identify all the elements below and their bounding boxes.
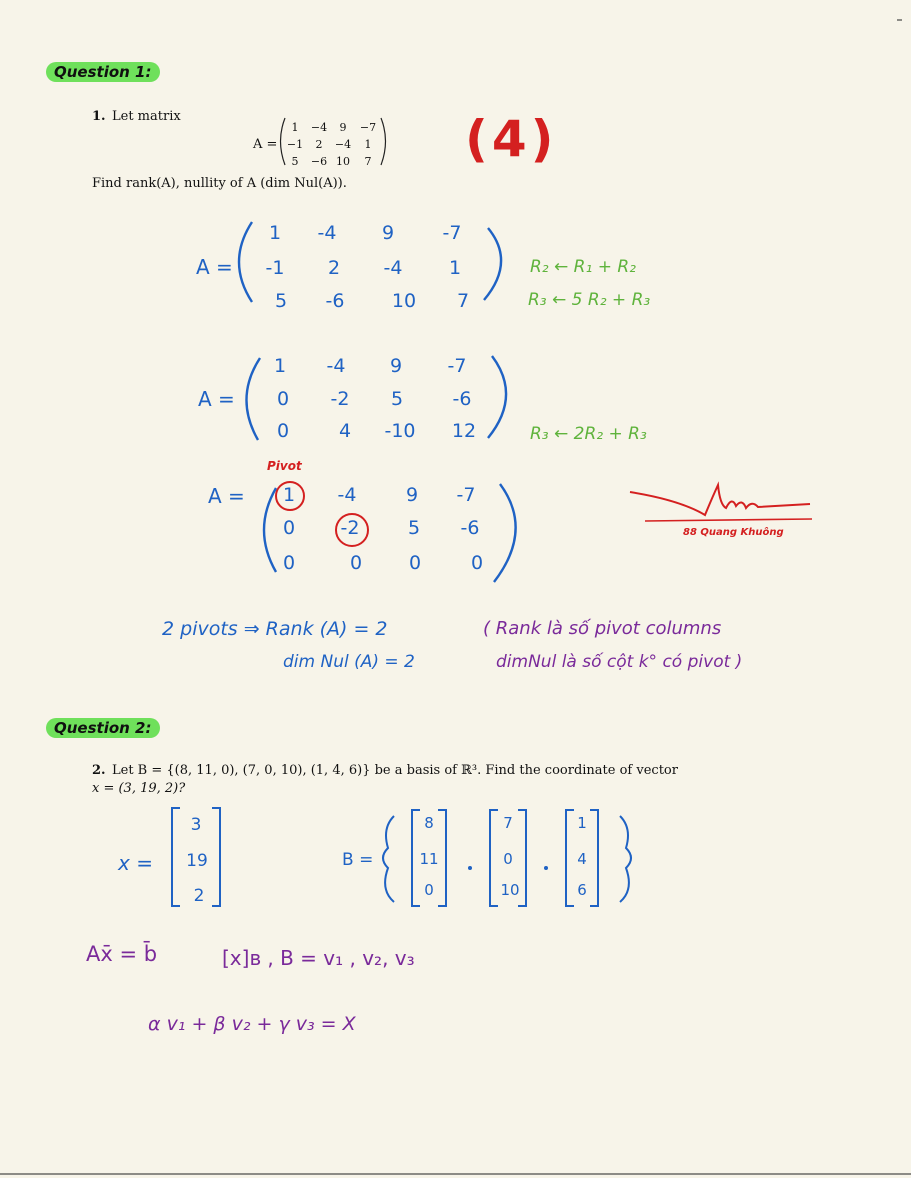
vector-entry: 7 bbox=[503, 814, 513, 832]
matrix-cell: -2 bbox=[340, 517, 360, 539]
matrix-cell: 1 bbox=[273, 355, 287, 377]
matrix-cell: 0 bbox=[276, 388, 290, 410]
printed-paren-left bbox=[281, 118, 286, 165]
x-bracket-right bbox=[212, 808, 220, 906]
matrix-cell: 2 bbox=[315, 138, 323, 151]
equation-coordinate: [x]ʙ , B = v₁ , v₂, v₃ bbox=[222, 946, 415, 970]
q1-prompt: Let matrix bbox=[112, 109, 181, 124]
matrix-cell: −1 bbox=[286, 138, 304, 151]
matrix-cell: 4 bbox=[338, 420, 352, 442]
matrix-cell: −4 bbox=[310, 121, 328, 134]
matrix-cell: -4 bbox=[383, 257, 403, 279]
matrix-cell: -7 bbox=[442, 222, 462, 244]
q1-matrix-label: A = bbox=[253, 137, 278, 152]
b-brace-right bbox=[620, 816, 631, 902]
q2-number: 2. bbox=[92, 763, 106, 778]
pivot-label: Pivot bbox=[267, 459, 302, 473]
matrix-cell: 7 bbox=[364, 155, 372, 168]
matrix-cell: −7 bbox=[359, 121, 377, 134]
matrix-cell: 7 bbox=[456, 290, 470, 312]
separator-dot bbox=[544, 866, 548, 870]
m3-label: A = bbox=[208, 484, 245, 508]
v1-bracket-left bbox=[412, 810, 420, 906]
m2-label: A = bbox=[198, 387, 235, 411]
vector-entry: 1 bbox=[577, 814, 587, 832]
matrix-cell: -10 bbox=[384, 420, 416, 442]
matrix-cell: −6 bbox=[310, 155, 328, 168]
matrix-cell: 10 bbox=[391, 290, 417, 312]
m2-paren-right bbox=[488, 356, 506, 438]
conclusion-nullity: dim Nul (A) = 2 bbox=[283, 652, 415, 672]
v3-bracket-right bbox=[590, 810, 598, 906]
printed-paren-right bbox=[381, 118, 386, 165]
matrix-cell: 9 bbox=[381, 222, 395, 244]
matrix-cell: 1 bbox=[268, 222, 282, 244]
separator-dot bbox=[468, 866, 472, 870]
m1-label: A = bbox=[196, 255, 233, 279]
matrix-cell: 9 bbox=[389, 355, 403, 377]
signature-underline bbox=[645, 519, 812, 521]
vector-entry: 3 bbox=[190, 815, 202, 835]
matrix-cell: 1 bbox=[291, 121, 299, 134]
matrix-cell: 2 bbox=[327, 257, 341, 279]
vector-entry: 19 bbox=[186, 851, 208, 871]
v3-bracket-left bbox=[566, 810, 574, 906]
row-op-3: R₃ ← 2R₂ + R₃ bbox=[530, 424, 647, 444]
matrix-cell: -2 bbox=[330, 388, 350, 410]
matrix-cell: 9 bbox=[405, 484, 419, 506]
b-brace-left bbox=[383, 816, 394, 902]
matrix-cell: -4 bbox=[317, 222, 337, 244]
matrix-cell: -6 bbox=[325, 290, 345, 312]
matrix-cell: -6 bbox=[452, 388, 472, 410]
vector-entry: 0 bbox=[424, 881, 434, 899]
matrix-cell: 1 bbox=[282, 484, 296, 506]
matrix-cell: 5 bbox=[407, 517, 421, 539]
b-label: B = bbox=[342, 850, 374, 870]
m3-paren-left bbox=[264, 488, 276, 572]
m2-paren-left bbox=[246, 358, 260, 440]
score-mark: (4) bbox=[465, 110, 558, 168]
matrix-cell: -4 bbox=[326, 355, 346, 377]
matrix-cell: 12 bbox=[451, 420, 477, 442]
equation-ax-b: Ax̄ = b̄ bbox=[86, 942, 158, 966]
matrix-cell: 0 bbox=[276, 420, 290, 442]
question-2-heading: Question 2: bbox=[46, 718, 160, 738]
vector-entry: 8 bbox=[424, 814, 434, 832]
note-rank: ( Rank là số pivot columns bbox=[483, 618, 722, 639]
pivot-circle-2 bbox=[336, 514, 368, 546]
matrix-cell: 1 bbox=[448, 257, 462, 279]
vector-entry: 6 bbox=[577, 881, 587, 899]
matrix-cell: 5 bbox=[390, 388, 404, 410]
v1-bracket-right bbox=[438, 810, 446, 906]
q2-prompt-line1: Let B = {(8, 11, 0), (7, 0, 10), (1, 4, 6)} be a basis of ℝ³. Find the coordinate of vector bbox=[112, 763, 678, 778]
vector-entry: 4 bbox=[577, 850, 587, 868]
pivot-circle-1 bbox=[276, 482, 304, 510]
q1-task: Find rank(A), nullity of A (dim Nul(A)). bbox=[92, 176, 347, 191]
equation-linear-combination: α v₁ + β v₂ + γ v₃ = X bbox=[148, 1013, 356, 1035]
matrix-cell: 1 bbox=[364, 138, 372, 151]
matrix-cell: 0 bbox=[282, 517, 296, 539]
v2-bracket-right bbox=[518, 810, 526, 906]
matrix-cell: 10 bbox=[336, 155, 350, 168]
question-1-heading: Question 1: bbox=[46, 62, 160, 82]
matrix-cell: 5 bbox=[291, 155, 299, 168]
m1-paren-right bbox=[484, 228, 501, 300]
v2-bracket-left bbox=[490, 810, 498, 906]
row-op-1: R₂ ← R₁ + R₂ bbox=[530, 257, 636, 277]
matrix-cell: 0 bbox=[282, 552, 296, 574]
signature-scribble bbox=[630, 485, 810, 515]
m3-paren-right bbox=[494, 484, 516, 582]
matrix-cell: -4 bbox=[337, 484, 357, 506]
note-nullity: dimNul là số cột k° có pivot ) bbox=[496, 652, 743, 672]
matrix-cell: -6 bbox=[460, 517, 480, 539]
vector-entry: 11 bbox=[419, 850, 439, 868]
row-op-2: R₃ ← 5 R₂ + R₃ bbox=[528, 290, 651, 310]
matrix-cell: -7 bbox=[456, 484, 476, 506]
matrix-cell: 0 bbox=[408, 552, 422, 574]
signature-name: 88 Quang Khuông bbox=[683, 527, 784, 538]
matrix-cell: 0 bbox=[470, 552, 484, 574]
q1-number: 1. bbox=[92, 109, 106, 124]
matrix-cell: −4 bbox=[334, 138, 352, 151]
matrix-cell: -1 bbox=[265, 257, 285, 279]
x-bracket-left bbox=[172, 808, 180, 906]
vector-entry: 0 bbox=[503, 850, 513, 868]
m1-paren-left bbox=[239, 222, 252, 302]
matrix-cell: 9 bbox=[339, 121, 347, 134]
conclusion-rank: 2 pivots ⇒ Rank (A) = 2 bbox=[162, 618, 388, 640]
matrix-cell: 0 bbox=[349, 552, 363, 574]
matrix-cell: 5 bbox=[274, 290, 288, 312]
matrix-cell: -7 bbox=[447, 355, 467, 377]
x-label: x = bbox=[118, 851, 153, 875]
vector-entry: 2 bbox=[193, 886, 205, 906]
vector-entry: 10 bbox=[500, 881, 520, 899]
q2-prompt-line2: x = (3, 19, 2)? bbox=[92, 781, 186, 796]
